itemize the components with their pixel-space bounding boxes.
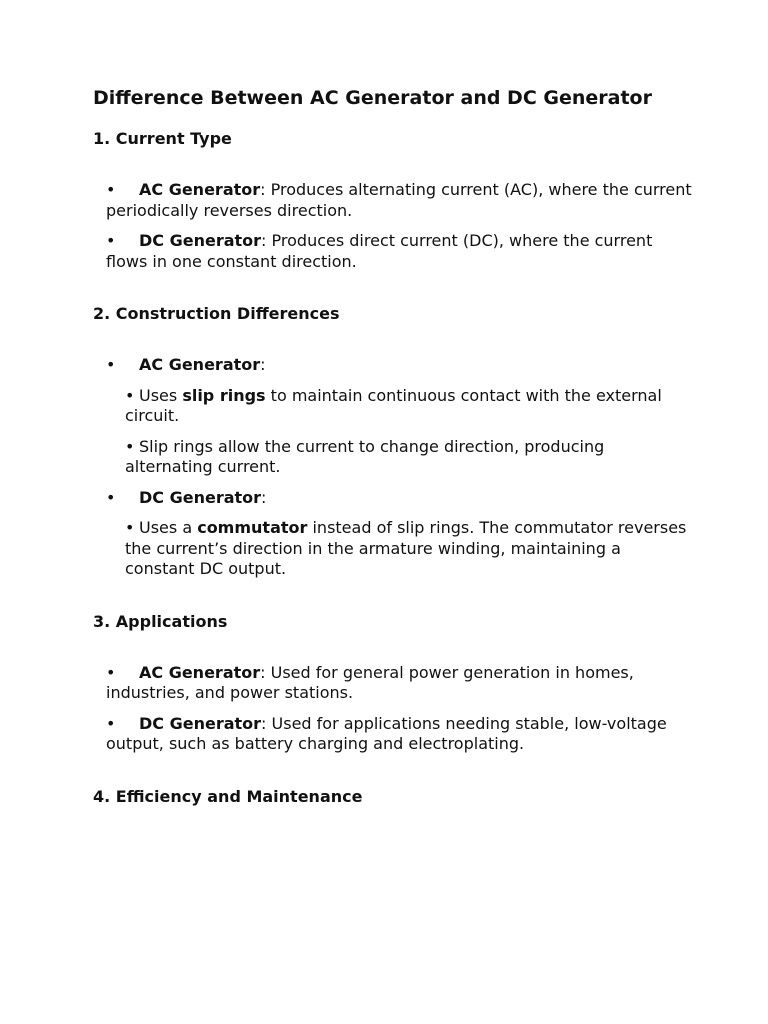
bullet-glyph: • xyxy=(125,385,135,405)
list-item xyxy=(93,714,693,755)
item-text: : xyxy=(261,487,267,507)
section-heading: 3. Applications xyxy=(93,611,228,631)
item-term: DC Generator xyxy=(139,713,262,733)
section-current-type xyxy=(93,128,693,272)
sub-item-text: Uses a xyxy=(139,518,198,537)
bullet-glyph: • xyxy=(106,231,116,250)
bullet-glyph: • xyxy=(106,713,116,733)
list-item xyxy=(93,231,693,272)
document-page xyxy=(93,86,693,807)
item-term: DC Generator xyxy=(139,231,262,250)
section-heading: 4. Efficiency and Maintenance xyxy=(93,786,363,806)
section-construction xyxy=(93,303,693,580)
sub-list-item xyxy=(93,518,693,580)
item-term: AC Generator xyxy=(139,662,261,682)
item-text: : Produces alternating current (AC), where the current periodically reverses direction. xyxy=(106,180,692,220)
item-text: : Used for applications needing stable, low-voltage output, such as battery charging and electroplating. xyxy=(106,713,667,753)
list-item xyxy=(93,663,693,704)
section-heading: 1. Current Type xyxy=(93,129,232,148)
bullet-glyph: • xyxy=(125,518,135,537)
bullet-glyph: • xyxy=(106,180,116,199)
section-applications xyxy=(93,611,693,755)
item-text: : xyxy=(260,355,266,374)
sub-item-text: Slip rings allow the current to change direction, producing alternating current. xyxy=(125,436,605,476)
list-item xyxy=(93,355,693,376)
item-text: : Produces direct current (DC), where the current flows in one constant direction. xyxy=(106,231,653,271)
sub-list-item xyxy=(93,386,693,427)
item-term: AC Generator xyxy=(139,180,261,199)
document-title: Difference Between AC Generator and DC Generator xyxy=(93,87,652,109)
sub-item-text: instead of slip rings. The commutator reverses the current’s direction in the armature winding, maintaining a constant DC output. xyxy=(125,518,687,578)
list-item xyxy=(93,488,693,509)
sub-item-text: Uses xyxy=(139,385,183,405)
item-term: DC Generator xyxy=(139,487,262,507)
bullet-glyph: • xyxy=(106,662,116,682)
section-efficiency xyxy=(93,786,693,807)
bullet-glyph: • xyxy=(125,436,135,456)
item-term: AC Generator xyxy=(139,355,261,374)
bullet-glyph: • xyxy=(106,355,116,374)
sub-list-item xyxy=(93,437,693,478)
section-heading: 2. Construction Differences xyxy=(93,304,340,323)
sub-item-term: slip rings xyxy=(182,385,266,405)
list-item xyxy=(93,180,693,221)
bullet-glyph: • xyxy=(106,487,116,507)
sub-item-term: commutator xyxy=(197,518,308,537)
sub-item-text: to maintain continuous contact with the external circuit. xyxy=(125,385,662,425)
item-text: : Used for general power generation in homes, industries, and power stations. xyxy=(106,662,634,702)
